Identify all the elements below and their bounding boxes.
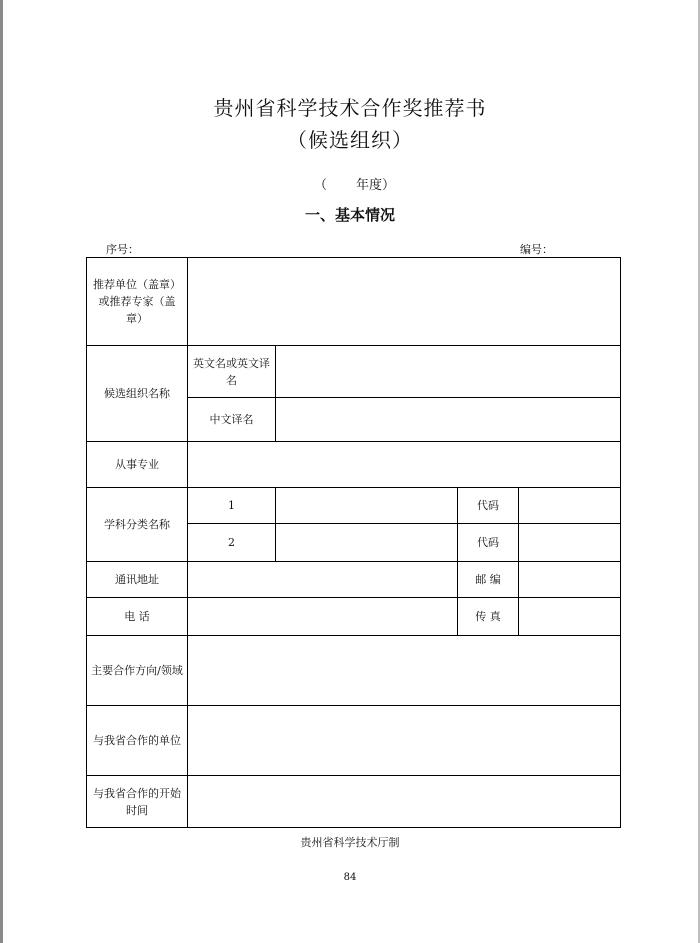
candidate-org-name-label: 候选组织名称 — [87, 346, 188, 442]
postcode-label: 邮 编 — [458, 562, 519, 598]
cooperation-start-label: 与我省合作的开始时间 — [87, 776, 188, 828]
discipline-row1-index: 1 — [188, 488, 276, 524]
discipline-row2-input-cell[interactable] — [276, 524, 458, 562]
discipline-row2-index: 2 — [188, 524, 276, 562]
mailing-address-input-cell[interactable] — [188, 562, 458, 598]
phone-input-cell[interactable] — [188, 598, 458, 636]
basic-info-form-table — [86, 257, 621, 828]
fax-input-cell[interactable] — [519, 598, 621, 636]
table-row — [87, 636, 621, 706]
serial-number-label: 序号： — [106, 243, 139, 256]
section-heading: 一、基本情况 — [304, 206, 395, 224]
cooperating-units-input-cell[interactable] — [188, 706, 621, 776]
profession-label: 从事专业 — [87, 442, 188, 488]
discipline-name-label: 学科分类名称 — [87, 488, 188, 562]
chinese-name-input-cell[interactable] — [276, 398, 621, 442]
code-label-1: 代码 — [458, 488, 519, 524]
profession-input-cell[interactable] — [188, 442, 621, 488]
postcode-input-cell[interactable] — [519, 562, 621, 598]
recommender-label: 推荐单位（盖章）或推荐专家（盖章） — [87, 258, 188, 346]
phone-label: 电 话 — [87, 598, 188, 636]
issuer-footer: 贵州省科学技术厅制 — [300, 836, 400, 849]
cooperation-direction-label: 主要合作方向/领域 — [87, 636, 188, 706]
document-title: 贵州省科学技术合作奖推荐书 — [213, 96, 487, 120]
mailing-address-label: 通讯地址 — [87, 562, 188, 598]
table-row — [87, 346, 621, 398]
cooperation-start-input-cell[interactable] — [188, 776, 621, 828]
english-name-label: 英文名或英文译名 — [188, 346, 276, 398]
code-2-input-cell[interactable] — [519, 524, 621, 562]
table-row — [87, 258, 621, 346]
english-name-input-cell[interactable] — [276, 346, 621, 398]
year-paren-open: （ — [314, 178, 328, 193]
fax-label: 传 真 — [458, 598, 519, 636]
discipline-row1-input-cell[interactable] — [276, 488, 458, 524]
cooperation-direction-input-cell[interactable] — [188, 636, 621, 706]
recommender-input-cell[interactable] — [188, 258, 621, 346]
chinese-name-label: 中文译名 — [188, 398, 276, 442]
table-row — [87, 488, 621, 524]
document-number-label: 编号： — [520, 243, 553, 256]
year-text: 年度） — [356, 178, 396, 193]
document-subtitle: （候选组织） — [287, 128, 413, 152]
table-row — [87, 776, 621, 828]
table-row — [87, 598, 621, 636]
code-label-2: 代码 — [458, 524, 519, 562]
table-row — [87, 442, 621, 488]
table-row — [87, 562, 621, 598]
table-row — [87, 706, 621, 776]
page-number: 84 — [343, 872, 357, 883]
cooperating-units-label: 与我省合作的单位 — [87, 706, 188, 776]
code-1-input-cell[interactable] — [519, 488, 621, 524]
